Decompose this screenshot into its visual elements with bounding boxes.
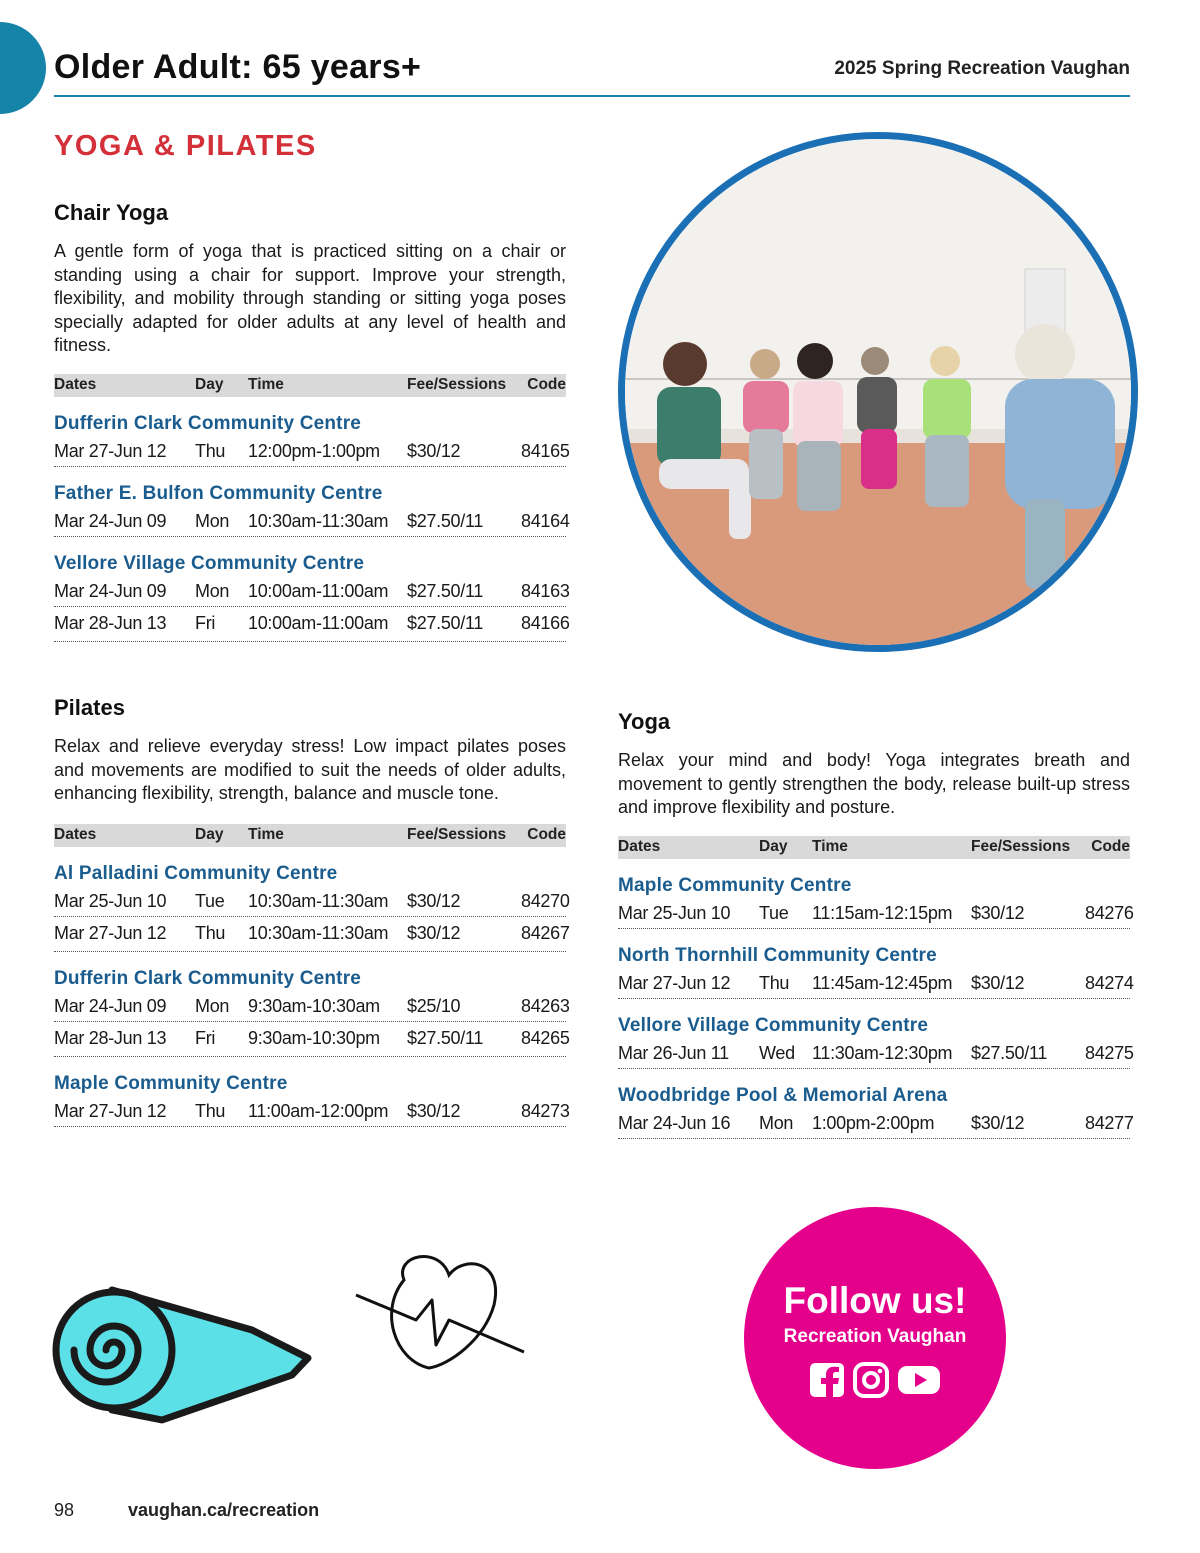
session-code: 84275	[1085, 1042, 1134, 1063]
page-number: 98	[54, 1500, 75, 1520]
session-fee: $27.50/11	[407, 580, 484, 601]
venue-name: Woodbridge Pool & Memorial Arena	[618, 1084, 948, 1106]
session-time: 11:45am-12:45pm	[812, 972, 953, 993]
session-dates: Mar 25-Jun 10	[54, 890, 167, 911]
session-row	[54, 1022, 570, 1057]
header-fee: Fee/Sessions	[971, 838, 1071, 855]
venue-name: Maple Community Centre	[54, 1072, 288, 1094]
follow-subtitle: Recreation Vaughan	[783, 1326, 967, 1347]
table-header	[54, 824, 566, 847]
session-day: Thu	[759, 972, 790, 993]
session-dates: Mar 24-Jun 09	[54, 580, 167, 601]
session-dates: Mar 25-Jun 10	[618, 902, 731, 923]
header-time: Time	[248, 376, 284, 393]
session-code: 84265	[521, 1028, 570, 1048]
follow-title: Follow us!	[783, 1280, 967, 1321]
session-time: 9:30am-10:30am	[248, 995, 380, 1016]
session-dates: Mar 27-Jun 12	[618, 972, 731, 993]
chair-yoga-photo	[618, 132, 1138, 652]
session-day: Tue	[759, 902, 789, 923]
venue-list	[618, 873, 1134, 1139]
session-code: 84270	[521, 890, 570, 911]
session-row	[54, 1097, 570, 1127]
venue-name: Vellore Village Community Centre	[54, 552, 365, 574]
session-time: 11:00am-12:00pm	[248, 1100, 389, 1121]
yoga-program	[618, 709, 1134, 1139]
page-title: Older Adult: 65 years+	[54, 48, 422, 86]
session-code: 84164	[521, 510, 570, 531]
website-link[interactable]: vaughan.ca/recreation	[128, 1500, 320, 1520]
header-fee: Fee/Sessions	[407, 376, 507, 393]
session-row	[618, 1039, 1134, 1069]
session-row	[54, 887, 570, 917]
session-code: 84267	[521, 923, 570, 943]
session-row	[54, 577, 570, 607]
header-dates: Dates	[618, 838, 661, 855]
venue-name: Father E. Bulfon Community Centre	[54, 482, 383, 504]
facebook-icon[interactable]	[809, 1362, 845, 1403]
venue-name: Dufferin Clark Community Centre	[54, 412, 362, 434]
session-code: 84274	[1085, 972, 1134, 993]
venue-name: Vellore Village Community Centre	[618, 1014, 929, 1036]
header-day: Day	[759, 838, 788, 855]
session-time: 10:00am-11:00am	[248, 580, 389, 601]
session-code: 84165	[521, 440, 570, 461]
session-fee: $30/12	[407, 440, 461, 461]
session-fee: $30/12	[407, 890, 461, 911]
session-fee: $27.50/11	[407, 510, 484, 531]
session-row	[54, 607, 570, 642]
program-title: Pilates	[54, 695, 125, 720]
venue-name: Maple Community Centre	[618, 874, 852, 896]
yoga-mat-icon	[52, 1270, 314, 1435]
session-code: 84273	[521, 1100, 570, 1121]
program-description: Relax your mind and body! Yoga integrates breath and movement to gently strengthen the body, release built-up stress and improve flexibility and posture.	[618, 750, 1130, 817]
table-header	[54, 374, 566, 397]
program-description: A gentle form of yoga that is practiced sitting on a chair or standing using a chair for support. Improve your strength, flexibility, and mobility through standing or sitting yoga poses specially adapted for older adults at any level of health and fitness.	[54, 241, 566, 355]
session-time: 9:30am-10:30pm	[248, 1028, 380, 1048]
session-dates: Mar 26-Jun 11	[618, 1042, 729, 1063]
header-day: Day	[195, 826, 224, 843]
session-time: 1:00pm-2:00pm	[812, 1112, 935, 1133]
session-code: 84277	[1085, 1112, 1134, 1133]
session-code: 84163	[521, 580, 570, 601]
session-row	[54, 507, 570, 537]
session-row	[54, 992, 570, 1022]
session-code: 84276	[1085, 902, 1134, 923]
session-time: 11:15am-12:15pm	[812, 902, 953, 923]
header-dates: Dates	[54, 376, 97, 393]
session-code: 84166	[521, 613, 570, 633]
session-dates: Mar 24-Jun 16	[618, 1112, 731, 1133]
session-day: Fri	[195, 1028, 216, 1048]
follow-us-badge[interactable]	[744, 1207, 1006, 1469]
header-code: Code	[1091, 838, 1130, 855]
session-time: 10:30am-11:30am	[248, 923, 389, 943]
session-fee: $27.50/11	[407, 613, 484, 633]
session-day: Mon	[195, 995, 230, 1016]
session-fee: $25/10	[407, 995, 461, 1016]
session-day: Thu	[195, 1100, 226, 1121]
session-time: 10:30am-11:30am	[248, 510, 389, 531]
header-rule	[54, 95, 1130, 97]
session-row	[54, 917, 570, 952]
session-row	[618, 969, 1134, 999]
session-fee: $30/12	[971, 1112, 1025, 1133]
chair-yoga-program	[54, 200, 570, 642]
session-fee: $30/12	[971, 972, 1025, 993]
session-day: Fri	[195, 613, 216, 633]
youtube-icon[interactable]	[897, 1362, 941, 1403]
social-icons	[744, 1362, 1006, 1403]
section-heading: YOGA & PILATES	[54, 130, 317, 162]
heart-rate-icon	[354, 1250, 529, 1380]
venue-list	[54, 411, 570, 642]
session-day: Mon	[759, 1112, 794, 1133]
venue-list	[54, 861, 570, 1127]
session-code: 84263	[521, 995, 570, 1016]
session-dates: Mar 27-Jun 12	[54, 1100, 167, 1121]
session-dates: Mar 24-Jun 09	[54, 510, 167, 531]
session-row	[54, 437, 570, 467]
session-time: 11:30am-12:30pm	[812, 1042, 953, 1063]
table-header	[618, 836, 1130, 859]
session-day: Mon	[195, 510, 230, 531]
header-fee: Fee/Sessions	[407, 826, 507, 843]
header-time: Time	[812, 838, 848, 855]
session-fee: $30/12	[407, 923, 461, 943]
session-day: Tue	[195, 890, 225, 911]
instagram-icon[interactable]	[853, 1362, 889, 1403]
venue-name: North Thornhill Community Centre	[618, 944, 937, 966]
session-day: Mon	[195, 580, 230, 601]
session-fee: $30/12	[407, 1100, 461, 1121]
program-description: Relax and relieve everyday stress! Low impact pilates poses and movements are modified to suit the needs of older adults, enhancing flexibility, strength, balance and muscle tone.	[54, 736, 566, 803]
session-time: 10:00am-11:00am	[248, 613, 389, 633]
page-tab-accent	[0, 22, 46, 114]
session-fee: $27.50/11	[971, 1042, 1048, 1063]
session-dates: Mar 27-Jun 12	[54, 440, 167, 461]
session-dates: Mar 28-Jun 13	[54, 613, 167, 633]
session-fee: $27.50/11	[407, 1028, 484, 1048]
program-title: Yoga	[618, 709, 671, 734]
session-fee: $30/12	[971, 902, 1025, 923]
pilates-program	[54, 695, 570, 1127]
venue-name: Al Palladini Community Centre	[54, 862, 338, 884]
session-day: Thu	[195, 923, 226, 943]
header-dates: Dates	[54, 826, 97, 843]
session-dates: Mar 24-Jun 09	[54, 995, 167, 1016]
session-day: Wed	[759, 1042, 795, 1063]
session-time: 10:30am-11:30am	[248, 890, 389, 911]
program-title: Chair Yoga	[54, 200, 169, 225]
session-row	[618, 1109, 1134, 1139]
session-row	[618, 899, 1134, 929]
session-time: 12:00pm-1:00pm	[248, 440, 380, 461]
header-code: Code	[527, 376, 566, 393]
session-dates: Mar 28-Jun 13	[54, 1028, 167, 1048]
session-day: Thu	[195, 440, 226, 461]
header-day: Day	[195, 376, 224, 393]
header-time: Time	[248, 826, 284, 843]
session-dates: Mar 27-Jun 12	[54, 923, 167, 943]
guide-title: 2025 Spring Recreation Vaughan	[834, 58, 1130, 79]
header-code: Code	[527, 826, 566, 843]
venue-name: Dufferin Clark Community Centre	[54, 967, 362, 989]
